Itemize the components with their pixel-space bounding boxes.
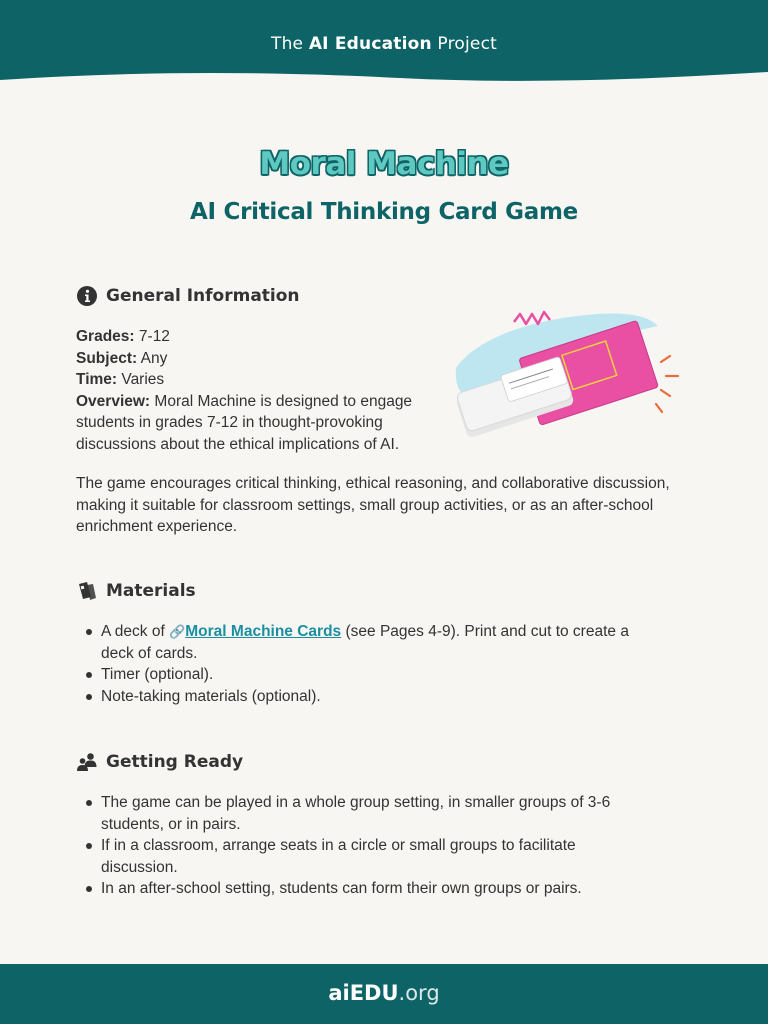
- time-value: Varies: [121, 371, 165, 388]
- general-info-paragraph: The game encourages critical thinking, ethical reasoning, and collaborative discussion, making it suitable for classroom settings, small group activities, or as an after-school enrichment experience.: [76, 475, 670, 535]
- list-item: Timer (optional).: [83, 664, 643, 686]
- people-icon: [76, 751, 98, 773]
- grades-label: Grades:: [76, 328, 135, 345]
- general-info-heading: [76, 285, 300, 307]
- general-info-label: General Information: [106, 286, 300, 306]
- subject-line: [76, 348, 436, 370]
- materials-item1-prefix: A deck of: [101, 623, 165, 640]
- materials-label: Materials: [106, 581, 196, 601]
- list-item: Note-taking materials (optional).: [83, 686, 643, 708]
- link-icon: 🔗: [169, 624, 186, 639]
- moral-machine-cards-link[interactable]: Moral Machine Cards: [185, 623, 342, 640]
- subject-value: Any: [140, 349, 168, 367]
- grades-value: 7-12: [138, 328, 170, 345]
- cards-icon: [76, 580, 98, 602]
- getting-ready-list: [83, 792, 643, 900]
- brand-suffix: Project: [437, 34, 497, 54]
- getting-ready-heading: [76, 751, 243, 773]
- list-item: The game can be played in a whole group setting, in smaller groups of 3-6 students, or in pairs.: [83, 792, 643, 835]
- info-icon: [76, 285, 98, 307]
- overview-label: Overview:: [76, 392, 151, 410]
- header-brand: [0, 34, 768, 54]
- materials-heading: [76, 580, 196, 602]
- subject-label: Subject:: [76, 349, 138, 367]
- page-header: [0, 0, 768, 90]
- list-item: In an after-school setting, students can form their own groups or pairs.: [83, 878, 643, 900]
- time-label: Time:: [76, 371, 118, 388]
- footer-logo-tld: .org: [398, 981, 440, 1005]
- time-line: [76, 369, 436, 391]
- list-item: If in a classroom, arrange seats in a circle or small groups to facilitate discussion.: [83, 835, 643, 878]
- overview-line: [76, 391, 436, 456]
- brand-prefix: The: [271, 34, 304, 54]
- page-title: Moral Machine: [259, 146, 509, 182]
- general-info-details: [76, 326, 436, 455]
- footer-logo: [0, 981, 768, 1005]
- footer-logo-main: aiEDU: [328, 981, 399, 1005]
- list-item: [83, 621, 643, 664]
- getting-ready-label: Getting Ready: [106, 752, 244, 772]
- brand-bold: AI Education: [308, 34, 432, 54]
- grades-line: [76, 326, 436, 348]
- card-box-illustration: [448, 296, 692, 446]
- overview-value: Moral Machine is designed to engage students in grades 7-12 in thought-provoking discussions about the ethical implications of AI.: [76, 392, 413, 453]
- page-footer: [0, 964, 768, 1024]
- materials-list: [83, 621, 643, 707]
- materials-item1-suffix: (see Pages 4-9). Print and cut to create a deck of cards.: [101, 623, 629, 662]
- page-subtitle: AI Critical Thinking Card Game: [190, 199, 578, 225]
